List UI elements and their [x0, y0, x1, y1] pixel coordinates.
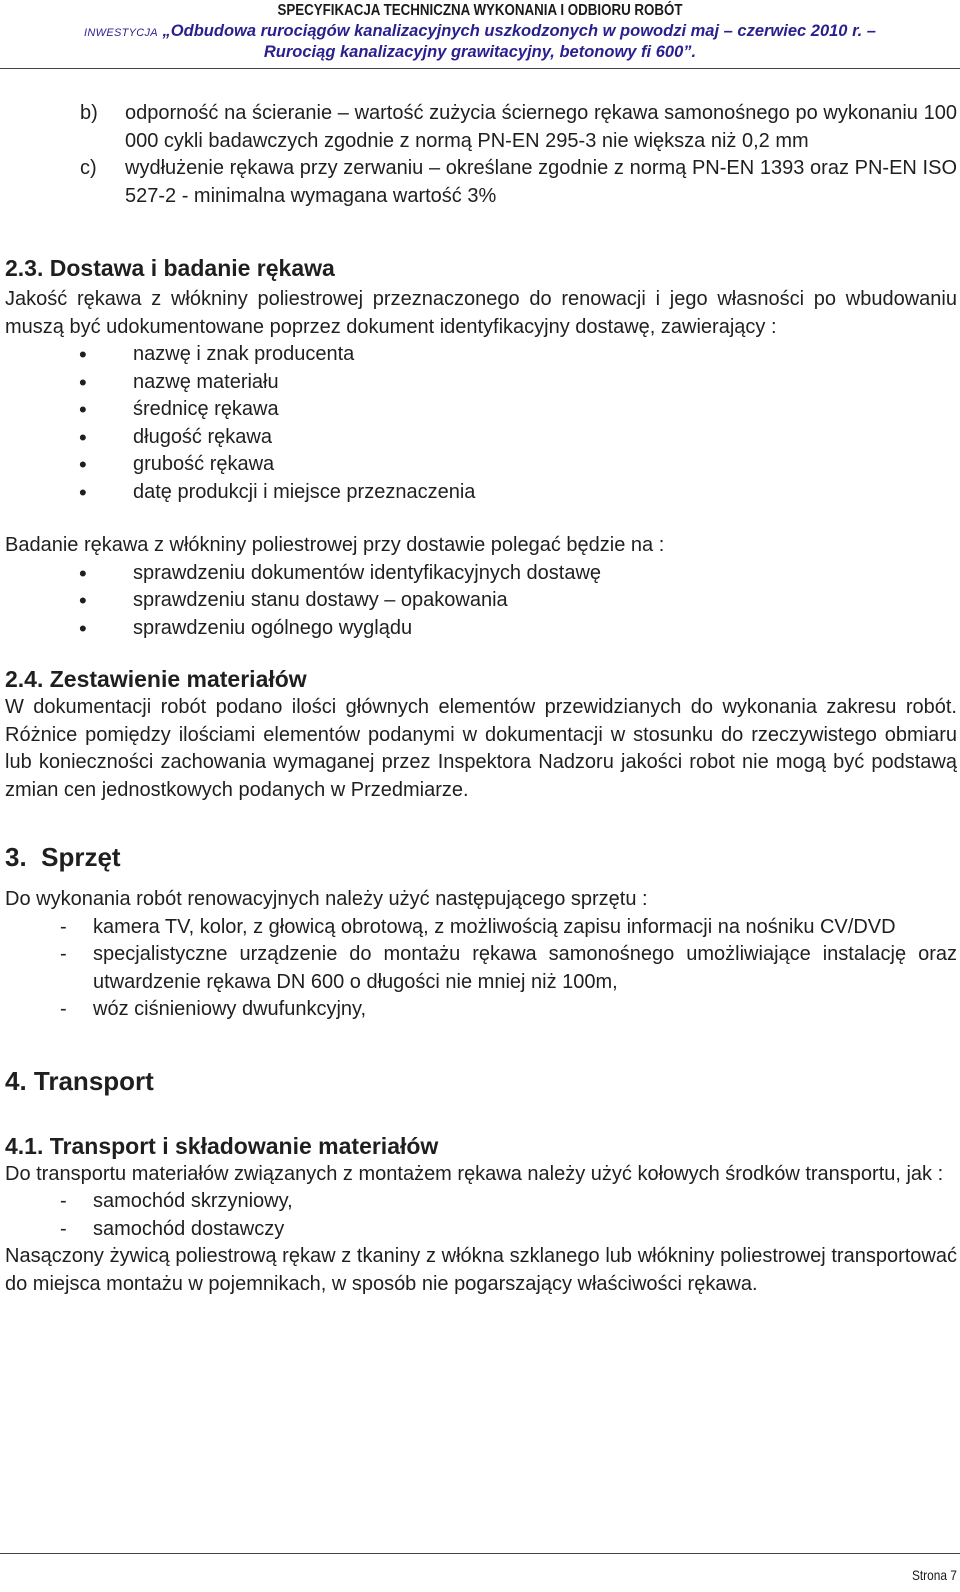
- testing-list: [5, 560, 957, 643]
- investment-label: INWESTYCJA: [84, 27, 158, 39]
- list-item: • sprawdzeniu stanu dostawy – opakowania: [5, 587, 957, 615]
- list-item: • nazwę materiału: [5, 369, 957, 397]
- materials-text: W dokumentacji robót podano ilości głównych elementów przewidzianych do wykonania zakresu robót. Różnice pomiędzy ilościami elementów podanymi w dokumentacji w stosunku do rzeczywistego obmiaru lub konieczności zachowania wymaganej przez Inspektora Nadzoru jakości robot nie mogą być podstawą zmian cen jednostkowych podanych w Przedmiarze.: [5, 696, 957, 801]
- equipment-item: [5, 996, 957, 1024]
- delivery-document-list: [5, 341, 957, 506]
- footer-divider: [0, 1553, 960, 1554]
- section-heading-2-4: 2.4. Zestawienie materiałów: [5, 666, 307, 692]
- dash-marker: -: [60, 943, 67, 965]
- dash-marker: -: [60, 1217, 67, 1240]
- list-item: • sprawdzeniu dokumentów identyfikacyjnych dostawę: [5, 560, 957, 588]
- transport-closing: Nasączony żywicą poliestrową rękaw z tkaniny z włókna szklanego lub włókniny poliestrowej transportować do miejsca montażu w pojemnikach, w sposób nie pogarszający właściwości rękawa.: [5, 1245, 957, 1295]
- document-body: [5, 100, 957, 1298]
- equipment-item: [5, 914, 957, 942]
- section-heading-4: 4. Transport: [5, 1065, 154, 1096]
- list-item-b: [5, 100, 957, 155]
- document-title: SPECYFIKACJA TECHNICZNA WYKONANIA I ODBIORU ROBÓT: [277, 2, 683, 19]
- list-label-b: b): [80, 102, 98, 124]
- list-label-c: c): [80, 157, 97, 179]
- list-item: • średnicę rękawa: [5, 396, 957, 424]
- list-item: • sprawdzeniu ogólnego wyglądu: [5, 615, 957, 643]
- dash-marker: -: [60, 998, 67, 1020]
- equipment-item-text: kamera TV, kolor, z głowicą obrotową, z możliwością zapisu informacji na nośniku CV/DVD: [93, 915, 896, 938]
- investment-name-line1: „Odbudowa rurociągów kanalizacyjnych uszkodzonych w powodzi maj – czerwiec 2010 r. –: [162, 22, 876, 40]
- section-heading-4-1: 4.1. Transport i składowanie materiałów: [5, 1132, 439, 1159]
- section-heading-3: 3. Sprzęt: [5, 842, 121, 872]
- equipment-item: [5, 941, 957, 996]
- delivery-intro: Jakość rękawa z włókniny poliestrowej przeznaczonego do renowacji i jego własności po wbudowaniu muszą być udokumentowane poprzez dokument identyfikacyjny dostawę, zawierający :: [5, 288, 957, 338]
- page-number: Strona 7: [912, 1567, 957, 1583]
- transport-item: [5, 1188, 957, 1216]
- list-item: • nazwę i znak producenta: [5, 341, 957, 369]
- transport-intro: Do transportu materiałów związanych z montażem rękawa należy użyć kołowych środków transportu, jak :: [5, 1162, 944, 1185]
- list-item: • grubość rękawa: [5, 451, 957, 479]
- equipment-item-text: wóz ciśnieniowy dwufunkcyjny,: [93, 998, 367, 1020]
- header-divider: [0, 68, 960, 69]
- list-item: • długość rękawa: [5, 424, 957, 452]
- list-item: • datę produkcji i miejsce przeznaczenia: [5, 479, 957, 507]
- transport-item-text: samochód dostawczy: [93, 1217, 285, 1240]
- list-text-b: odporność na ścieranie – wartość zużycia ściernego rękawa samonośnego po wykonaniu 100 000 cykli badawczych zgodnie z normą PN-EN 295-3 nie większa niż 0,2 mm: [125, 102, 957, 152]
- list-item-c: [5, 155, 957, 210]
- list-text-c: wydłużenie rękawa przy zerwaniu – określane zgodnie z normą PN-EN 1393 oraz PN-EN ISO 527-2 - minimalna wymagana wartość 3%: [125, 157, 957, 207]
- equipment-item-text: specjalistyczne urządzenie do montażu rękawa samonośnego umożliwiające instalację oraz utwardzenie rękawa DN 600 o długości nie mniej niż 100m,: [93, 943, 957, 993]
- section-heading-2-3: 2.3. Dostawa i badanie rękawa: [5, 255, 335, 281]
- dash-marker: -: [60, 1190, 67, 1212]
- investment-name-line2: Rurociąg kanalizacyjny grawitacyjny, betonowy fi 600”.: [263, 43, 697, 61]
- investment-subtitle: [0, 22, 960, 41]
- transport-item: [5, 1216, 957, 1244]
- transport-item-text: samochód skrzyniowy,: [93, 1190, 293, 1212]
- equipment-intro: Do wykonania robót renowacyjnych należy użyć następującego sprzętu :: [5, 888, 648, 910]
- dash-marker: -: [60, 915, 67, 938]
- testing-intro: Badanie rękawa z włókniny poliestrowej przy dostawie polegać będzie na :: [5, 534, 665, 556]
